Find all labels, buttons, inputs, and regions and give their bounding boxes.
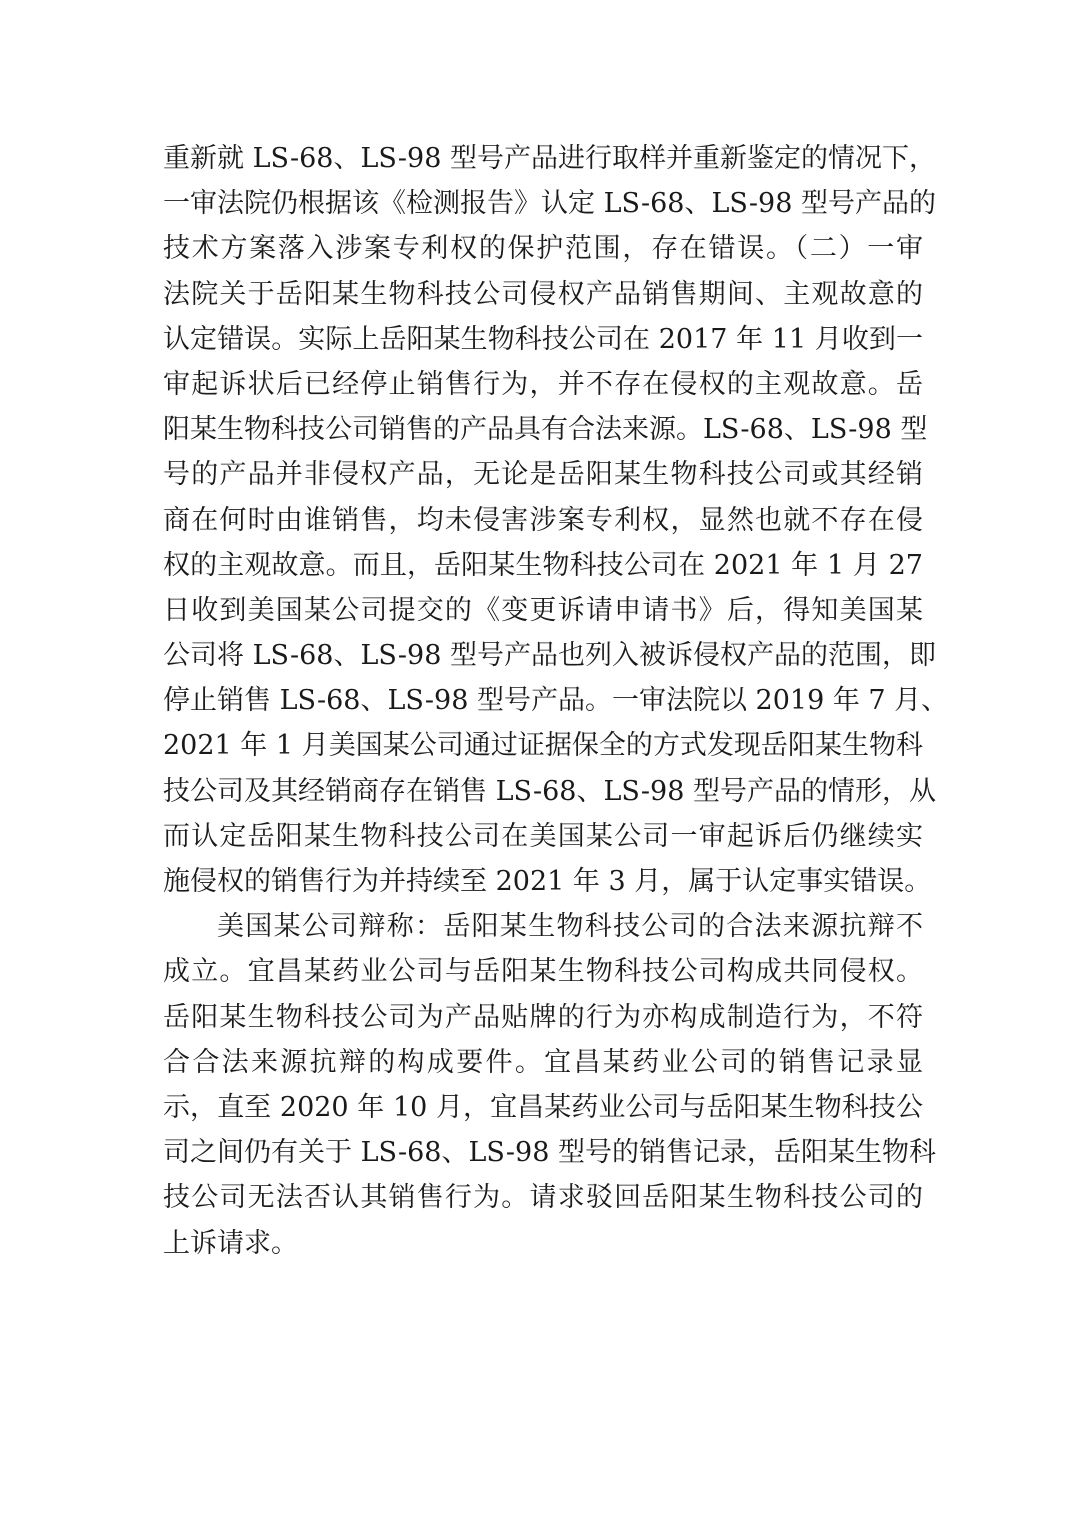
text-line: 日收到美国某公司提交的《变更诉请申请书》后，得知美国某 — [163, 594, 923, 626]
text-line: 示，直至 2020 年 10 月，宜昌某药业公司与岳阳某生物科技公 — [163, 1091, 923, 1123]
text-line: 认定错误。实际上岳阳某生物科技公司在 2017 年 11 月收到一 — [163, 323, 923, 355]
text-line: 重新就 LS-68、LS-98 型号产品进行取样并重新鉴定的情况下， — [163, 143, 936, 174]
text-line: 审起诉状后已经停止销售行为，并不存在侵权的主观故意。岳 — [163, 368, 923, 400]
text-line: 权的主观故意。而且，岳阳某生物科技公司在 2021 年 1 月 27 — [163, 549, 923, 581]
paragraph-appeal-reasons — [163, 136, 949, 904]
text-line: 施侵权的销售行为并持续至 2021 年 3 月，属于认定事实错误。 — [163, 866, 932, 897]
text-line: 公司将 LS-68、LS-98 型号产品也列入被诉侵权产品的范围，即 — [163, 640, 936, 672]
text-line: 技术方案落入涉案专利权的保护范围，存在错误。（二）一审 — [163, 233, 923, 265]
text-line: 美国某公司辩称：岳阳某生物科技公司的合法来源抗辩不 — [217, 911, 923, 943]
text-line: 停止销售 LS-68、LS-98 型号产品。一审法院以 2019 年 7 月、 — [163, 685, 949, 717]
text-line: 司之间仍有关于 LS-68、LS-98 型号的销售记录，岳阳某生物科 — [163, 1137, 936, 1169]
text-line: 合合法来源抗辩的构成要件。宜昌某药业公司的销售记录显 — [163, 1046, 923, 1078]
text-line: 法院关于岳阳某生物科技公司侵权产品销售期间、主观故意的 — [163, 278, 923, 310]
text-line: 上诉请求。 — [163, 1227, 298, 1259]
text-line: 阳某生物科技公司销售的产品具有合法来源。LS-68、LS-98 型 — [163, 414, 928, 446]
text-line: 而认定岳阳某生物科技公司在美国某公司一审起诉后仍继续实 — [163, 820, 923, 852]
text-line: 2021 年 1 月美国某公司通过证据保全的方式发现岳阳某生物科 — [163, 730, 923, 762]
document-body — [163, 136, 949, 1266]
text-line: 技公司及其经销商存在销售 LS-68、LS-98 型号产品的情形，从 — [163, 775, 936, 807]
text-line: 一审法院仍根据该《检测报告》认定 LS-68、LS-98 型号产品的 — [163, 188, 936, 220]
text-line: 商在何时由谁销售，均未侵害涉案专利权，显然也就不存在侵 — [163, 504, 923, 536]
text-line: 成立。宜昌某药业公司与岳阳某生物科技公司构成共同侵权。 — [163, 956, 923, 988]
text-line: 号的产品并非侵权产品，无论是岳阳某生物科技公司或其经销 — [163, 459, 923, 491]
paragraph-respondent-defense — [163, 904, 936, 1266]
text-line: 技公司无法否认其销售行为。请求驳回岳阳某生物科技公司的 — [163, 1182, 923, 1214]
text-line: 岳阳某生物科技公司为产品贴牌的行为亦构成制造行为，不符 — [163, 1001, 923, 1033]
